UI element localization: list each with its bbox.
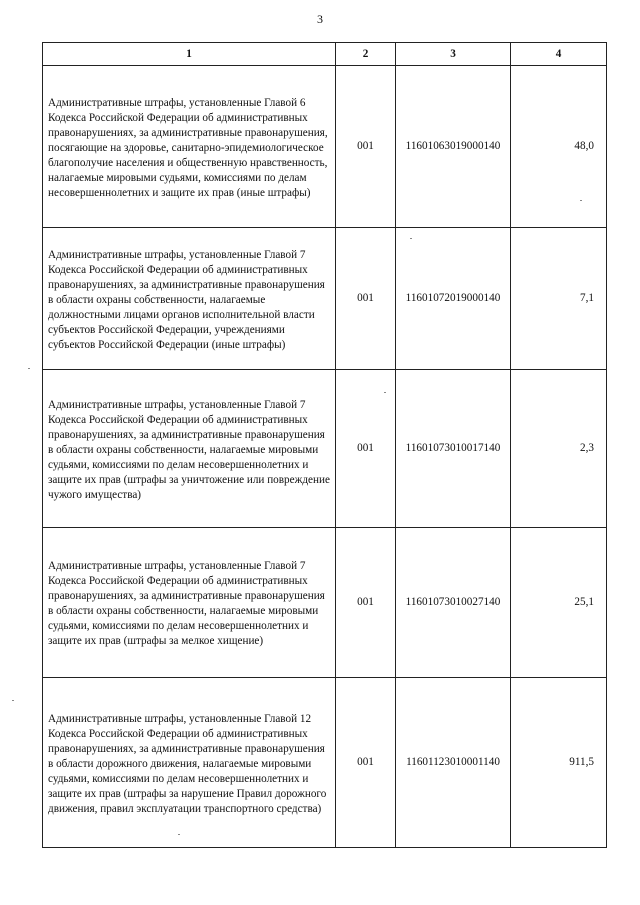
table-row xyxy=(43,66,607,228)
row-description: Административные штрафы, установленные Главой 6 Кодекса Российской Федерации об административных правонарушениях, за административные правонарушения, посягающие на здоровье, санитарно-эпидемиологическое благополучие населения и общественную нравственность, налагаемые мировыми судьями, комиссиями по делам несовершеннолетних и защите их прав (иные штрафы) xyxy=(43,66,336,228)
header-col-1: 1 xyxy=(43,43,336,66)
scan-speck xyxy=(580,200,582,201)
row-admin-code: 001 xyxy=(336,228,396,370)
row-amount: 7,1 xyxy=(511,228,607,370)
row-amount: 25,1 xyxy=(511,528,607,678)
revenue-table xyxy=(42,42,607,848)
table-row xyxy=(43,370,607,528)
scan-speck xyxy=(28,368,30,369)
table-row xyxy=(43,678,607,848)
row-amount: 48,0 xyxy=(511,66,607,228)
header-col-4: 4 xyxy=(511,43,607,66)
row-kbk-code: 11601073010027140 xyxy=(396,528,511,678)
header-col-3: 3 xyxy=(396,43,511,66)
table-header-row xyxy=(43,43,607,66)
row-kbk-code: 11601123010001140 xyxy=(396,678,511,848)
row-admin-code: 001 xyxy=(336,66,396,228)
row-kbk-code: 11601072019000140 xyxy=(396,228,511,370)
row-description: Административные штрафы, установленные Главой 7 Кодекса Российской Федерации об административных правонарушениях, за административные правонарушения в области охраны собственности, налагаемые мировыми судьями, комиссиями по делам несовершеннолетних и защите их прав (штрафы за уничтожение или повреждение чужого имущества) xyxy=(43,370,336,528)
row-amount: 2,3 xyxy=(511,370,607,528)
header-col-2: 2 xyxy=(336,43,396,66)
row-description: Административные штрафы, установленные Главой 7 Кодекса Российской Федерации об административных правонарушениях, за административные правонарушения в области охраны собственности, налагаемые мировыми судьями, комиссиями по делам несовершеннолетних и защите их прав (штрафы за мелкое хищение) xyxy=(43,528,336,678)
row-admin-code: 001 xyxy=(336,528,396,678)
table-row xyxy=(43,528,607,678)
page-number: 3 xyxy=(317,12,323,26)
row-kbk-code: 11601063019000140 xyxy=(396,66,511,228)
table-row xyxy=(43,228,607,370)
scan-speck xyxy=(178,834,180,835)
row-kbk-code: 11601073010017140 xyxy=(396,370,511,528)
row-admin-code: 001 xyxy=(336,370,396,528)
scan-speck xyxy=(410,238,412,239)
scan-speck xyxy=(12,700,14,701)
row-description: Административные штрафы, установленные Главой 7 Кодекса Российской Федерации об административных правонарушениях, за административные правонарушения в области охраны собственности, налагаемые должностными лицами органов исполнительной власти субъектов Российской Федерации, учреждениями субъектов Российской Федерации (иные штрафы) xyxy=(43,228,336,370)
row-description: Административные штрафы, установленные Главой 12 Кодекса Российской Федерации об административных правонарушениях, за административные правонарушения в области дорожного движения, налагаемые мировыми судьями, комиссиями по делам несовершеннолетних и защите их прав (штрафы за нарушение Правил дорожного движения, правил эксплуатации транспортного средства) xyxy=(43,678,336,848)
row-amount: 911,5 xyxy=(511,678,607,848)
row-admin-code: 001 xyxy=(336,678,396,848)
scan-speck xyxy=(384,392,386,393)
